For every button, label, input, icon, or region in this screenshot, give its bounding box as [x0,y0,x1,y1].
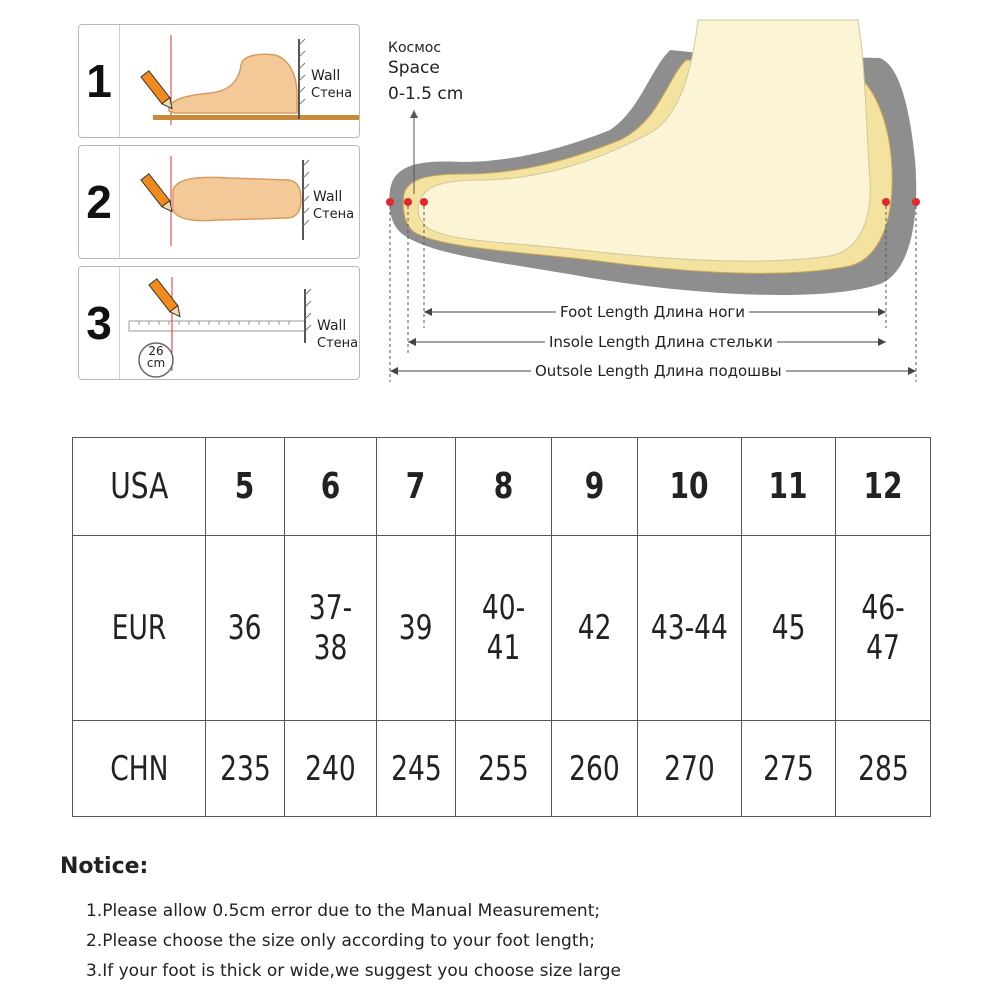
row-header-chn: CHN [73,721,206,817]
table-cell: 8 [456,438,552,536]
table-cell: 45 [742,536,836,721]
foot-shape [418,20,870,261]
table-cell: 245 [377,721,456,817]
wall-label-ru: Стена [311,86,353,101]
table-cell: 6 [285,438,377,536]
table-row-eur [73,536,931,721]
space-label: Space [388,58,440,78]
measure-unit: cm [146,356,166,370]
table-cell: 12 [836,438,931,536]
insole-length-label: Insole Length Длина стельки [545,333,777,351]
outsole-length-label: Outsole Length Длина подошвы [531,362,786,380]
table-cell: 39 [377,536,456,721]
table-cell: 7 [377,438,456,536]
table-cell: 46-47 [836,536,931,721]
table-row-usa [73,438,931,536]
space-label-ru: Космос [388,40,442,56]
wall-label: Wall [317,318,347,334]
step-3-panel [78,266,360,380]
table-cell: 42 [552,536,638,721]
step-2-panel [78,145,360,259]
foot-length-label: Foot Length Длина ноги [556,303,749,321]
step-1-number: 1 [79,25,120,137]
table-cell: 9 [552,438,638,536]
table-cell: 43-44 [638,536,742,721]
table-cell: 260 [552,721,638,817]
row-header-eur: EUR [73,536,206,721]
table-row-chn [73,721,931,817]
table-cell: 275 [742,721,836,817]
table-cell: 255 [456,721,552,817]
table-cell: 5 [206,438,285,536]
table-cell: 240 [285,721,377,817]
measure-value: 26 [148,344,164,358]
table-cell: 285 [836,721,931,817]
table-cell: 36 [206,536,285,721]
step-1-panel [78,24,360,138]
measure-readout [143,345,169,369]
wall-label-ru: Стена [317,336,359,351]
notice-title: Notice: [60,854,149,879]
table-cell: 40-41 [456,536,552,721]
space-value: 0-1.5 cm [388,84,464,104]
step-3-number: 3 [79,267,120,379]
notice-item: 1.Please allow 0.5cm error due to the Manual Measurement; [86,901,601,921]
row-header-usa: USA [73,438,206,536]
wall-label: Wall [311,68,341,84]
table-cell: 235 [206,721,285,817]
size-chart-table [72,437,931,817]
wall-label: Wall [313,189,343,205]
wall-label-ru: Стена [313,207,355,222]
notice-item: 2.Please choose the size only according to your foot length; [86,931,596,951]
notice-item: 3.If your foot is thick or wide,we suggest you choose size large [86,961,622,981]
pencil-icon [149,279,184,320]
step-2-number: 2 [79,146,120,258]
table-cell: 270 [638,721,742,817]
table-cell: 37-38 [285,536,377,721]
table-cell: 10 [638,438,742,536]
table-cell: 11 [742,438,836,536]
